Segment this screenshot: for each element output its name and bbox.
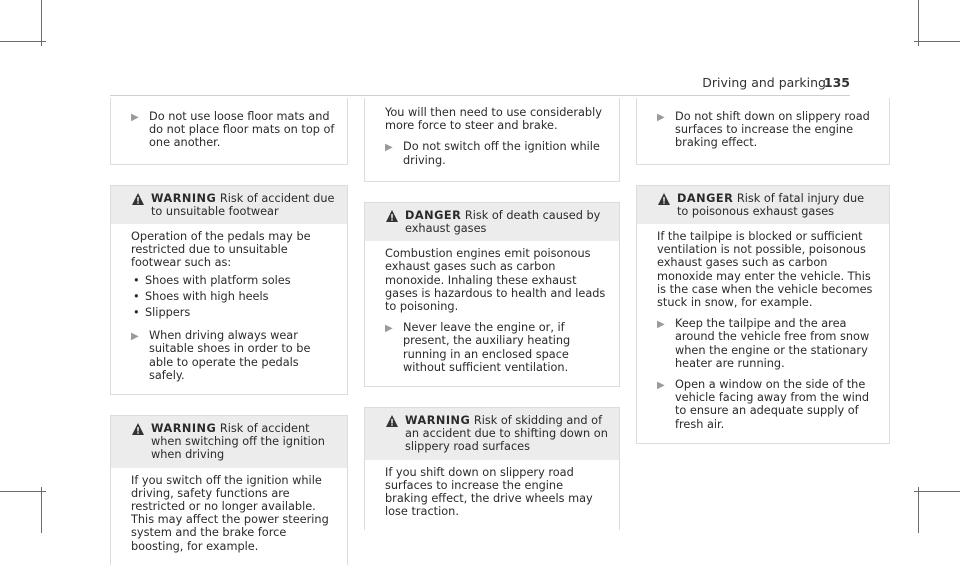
warning-header — [364, 407, 620, 460]
warning-triangle-icon — [131, 192, 145, 206]
danger-label: DANGER — [405, 208, 462, 222]
instruction-step: ▶ Open a window on the side of the vehicle facing away from the wind to ensure an adequate supply of fresh air. — [657, 378, 870, 431]
warning-title: Risk of accident when switching off the ignition when driving — [151, 422, 325, 462]
bullet-list — [131, 274, 337, 320]
arrow-icon: ▶ — [657, 112, 665, 123]
warning-header — [110, 415, 348, 468]
warning-triangle-icon — [385, 414, 399, 428]
instruction-step: ▶ Never leave the engine or, if present, the auxiliary heating running in an enclosed space without sufficient ventilation. — [385, 321, 571, 374]
column-1 — [110, 98, 348, 565]
step-box — [636, 98, 890, 165]
arrow-icon: ▶ — [131, 331, 139, 343]
section-title: Driving and parking — [702, 75, 826, 90]
step-box — [364, 98, 620, 182]
danger-text: Combustion engines emit poisonous exhaust gases such as carbon monoxide. Inhaling these exhaust gases is hazardous to health and leads to poisoning. — [385, 247, 606, 314]
page-header — [110, 73, 850, 96]
danger-title: Risk of fatal injury due to poisonous exhaust gases — [677, 191, 865, 218]
list-item: • Shoes with platform soles — [131, 274, 337, 287]
page-number: 135 — [823, 75, 850, 90]
instruction-step: ▶ Keep the tailpipe and the area around the vehicle free from snow when the engine or the stationary heater are running. — [657, 317, 870, 370]
list-item: • Slippers — [131, 306, 337, 319]
arrow-icon: ▶ — [657, 319, 665, 331]
warning-text: Operation of the pedals may be restricted due to unsuitable footwear such as: — [131, 230, 311, 270]
warning-body — [364, 460, 620, 531]
warning-triangle-icon — [657, 192, 671, 206]
arrow-icon: ▶ — [657, 380, 665, 392]
warning-title: Risk of skidding and of an accident due to shifting down on slippery road surfaces — [405, 414, 608, 454]
warning-text: If you shift down on slippery road surfaces to increase the engine braking effect, the drive wheels may lose traction. — [385, 465, 593, 519]
arrow-icon: ▶ — [131, 112, 139, 123]
warning-triangle-icon — [385, 209, 399, 223]
continued-text: You will then need to use considerably more force to steer and brake. — [385, 106, 602, 133]
instruction-step: ▶ Do not shift down on slippery road surfaces to increase the engine braking effect. — [657, 110, 870, 150]
warning-text: If you switch off the ignition while driving, safety functions are restricted or no longer available. This may affect the power steering system and the brake force boosting, for example. — [131, 473, 329, 553]
danger-header — [364, 202, 620, 241]
danger-title: Risk of death caused by exhaust gases — [405, 208, 601, 236]
column-2 — [364, 98, 620, 530]
danger-body — [364, 241, 620, 387]
warning-label: WARNING — [151, 422, 217, 436]
warning-header — [110, 185, 348, 224]
warning-body — [110, 468, 348, 565]
danger-header — [636, 185, 890, 224]
instruction-step: ▶ Do not switch off the ignition while driving. — [385, 140, 600, 167]
list-item: • Shoes with high heels — [131, 290, 337, 303]
warning-label: WARNING — [151, 191, 217, 205]
arrow-icon: ▶ — [385, 323, 393, 335]
warning-label: WARNING — [405, 414, 471, 428]
arrow-icon: ▶ — [385, 142, 393, 154]
warning-title: Risk of accident due to unsuitable footwear — [151, 191, 335, 218]
warning-triangle-icon — [131, 422, 145, 436]
danger-text: If the tailpipe is blocked or sufficient ventilation is not possible, poisonous exhaust gases such as carbon monoxide may enter the vehicle. This is the case when the vehicle becomes stuck in snow, for example. — [657, 230, 873, 310]
column-3 — [636, 98, 890, 444]
warning-body — [110, 224, 348, 395]
danger-body — [636, 224, 890, 444]
danger-label: DANGER — [677, 191, 734, 205]
instruction-step: ▶ Do not use loose floor mats and do not place floor mats on top of one another. — [131, 110, 335, 150]
step-box — [110, 98, 348, 165]
instruction-step: ▶ When driving always wear suitable shoes in order to be able to operate the pedals safely. — [131, 329, 311, 382]
